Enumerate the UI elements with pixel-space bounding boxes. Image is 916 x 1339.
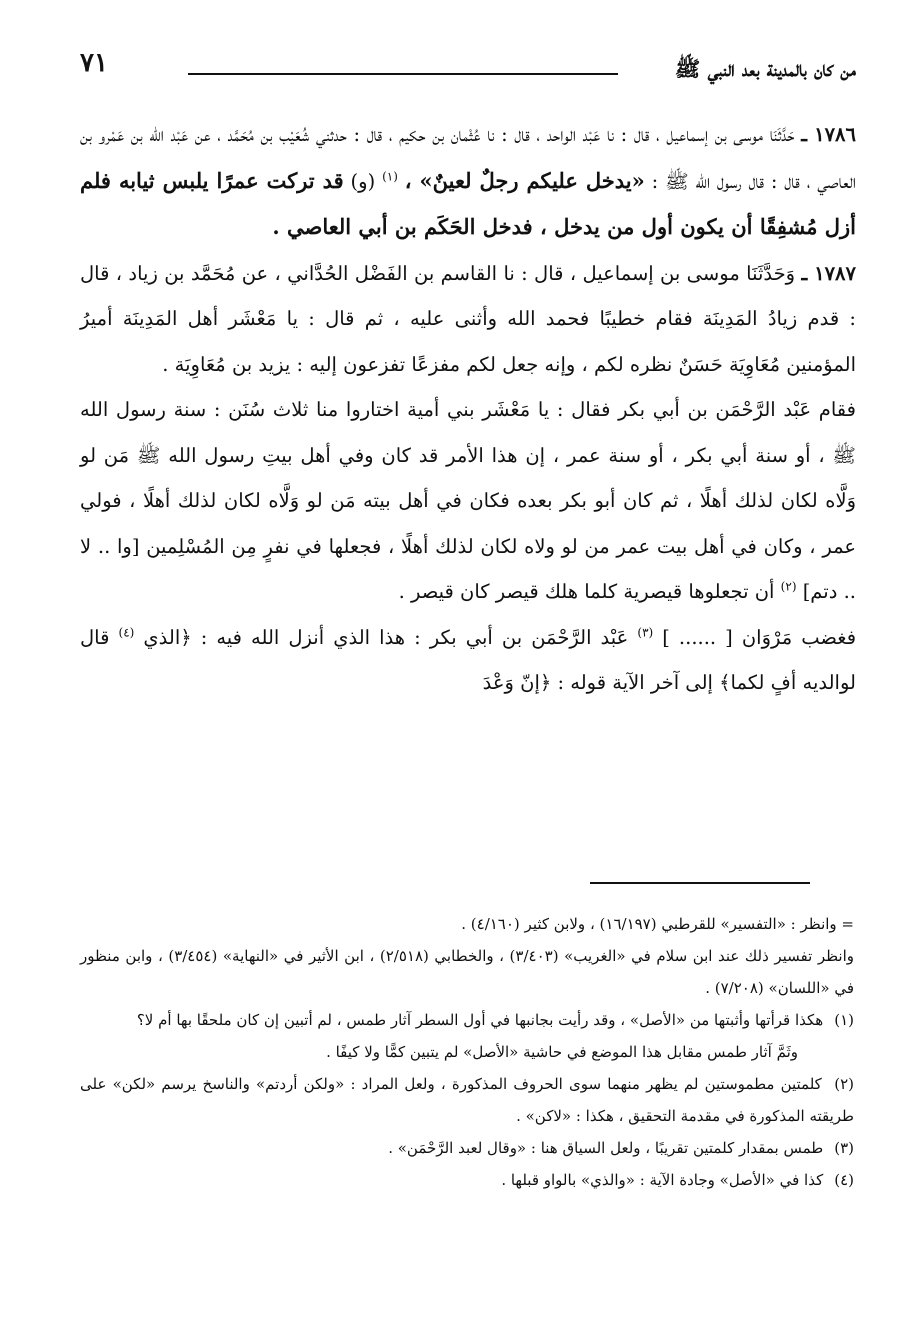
footnote-text: هكذا قرأتها وأثبتها من «الأصل» ، وقد رأيت بجانبها في أول السطر آثار طمس ، لم أتبين إن كان ملحقًا بها أم لا؟ <box>136 1011 824 1029</box>
main-text <box>80 112 856 706</box>
header-rule <box>188 73 618 75</box>
footnote-4 <box>80 1164 854 1196</box>
hadith-1787 <box>80 251 856 388</box>
footnote-text: طمس بمقدار كلمتين تقريبًا ، ولعل السياق هنا : «وقال لعبد الرَّحْمَن» . <box>388 1139 824 1157</box>
footnote-ref: (١) <box>382 169 398 183</box>
footnote-text: كذا في «الأصل» وجادة الآية : «والذي» بالواو قبلها . <box>501 1171 824 1189</box>
footnotes <box>80 908 854 1196</box>
page-number: ٧١ <box>80 48 108 78</box>
paragraph-text: عَبْد الرَّحْمَن بن أبي بكر : هذا الذي أنزل الله فيه : ﴿الذي <box>143 625 629 649</box>
footnote-separator <box>590 882 810 884</box>
page-header <box>80 42 856 92</box>
paragraph-text: فقام عَبْد الرَّحْمَن بن أبي بكر فقال : يا مَعْشَر بني أمية اختاروا منا ثلاث سُنَن : سنة رسول الله ﷺ ، أو سنة أبي بكر ، أو سنة عمر ، إن هذا الأمر قد كان وفي أهل بيتِ رسول الله ﷺ مَن لو وَلَّاه لكان لذلك أهلًا ، ثم كان أبو بكر بعده فكان في أهل بيته مَن لو وَلَّاه لكان لذلك أهلًا ، فولي عمر ، وكان في أهل بيت عمر من لو ولاه لكان لذلك أهلًا ، فجعلها في نفرٍ مِن المُسْلِمين [وا .. لا .. دتم] <box>80 398 856 603</box>
hadith-number: ١٧٨٧ ـ <box>801 261 856 285</box>
running-title: من كان بالمدينة بعد النبي ﷺ <box>674 56 856 81</box>
paragraph <box>80 387 856 615</box>
hadith-text: وَحَدَّثَنَا موسى بن إسماعيل ، قال : نا القاسم بن الفَضْل الحُدَّاني ، عن مُحَمَّد بن زياد ، قال : قدم زيادُ المَدِينَة فقام خطيبًا فحمد الله وأثنى عليه ، ثم قال : يا مَعْشَر أهل المَدِينَة أميرُ المؤمنين مُعَاوِيَة حَسَنٌ نظره لكم ، وإنه جعل لكم مفزعًا تفزعون إليه : يزيد بن مُعَاوِيَة . <box>80 261 856 376</box>
paragraph <box>80 615 856 706</box>
footnote-1 <box>80 1004 854 1036</box>
footnote-ref: (٣) <box>637 625 654 639</box>
footnote-continuation: = وانظر : «التفسير» للقرطبي (١٦/١٩٧) ، ولابن كثير (٤/١٦٠) . <box>461 915 854 933</box>
footnote-2 <box>80 1068 854 1132</box>
footnote-ref: (٤) <box>118 625 135 639</box>
footnote-text: كلمتين مطموستين لم يظهر منهما سوى الحروف المذكورة ، ولعل المراد : «ولكن أردتم» والناسخ يرسم «لكن» على طريقته المذكورة في مقدمة التحقيق ، هكذا : «لاكن» . <box>80 1075 854 1125</box>
hadith-text: حَدَّثَنَا موسى بن إسماعيل ، قال : نا عَبْد الواحد ، قال : نا عُثْمان بن حكيم ، قال : حدثني شُعَيْب بن مُحَمَّد ، عن عَبْد الله بن عَمْرو بن العاصي ، قال : قال رسول الله ﷺ : <box>80 123 856 193</box>
hadith-number: ١٧٨٦ ـ <box>801 123 856 146</box>
footnote-number: (٣) <box>834 1139 854 1157</box>
hadith-text-bold: قد تركت عمرًا يلبس ثيابه فلم أزل مُشفِقًا أن يكون أول من يدخل ، فدخل الحَكَم بن أبي العاصي . <box>80 167 856 239</box>
paragraph-text: فغضب مَرْوَان [ ...... ] <box>662 625 857 649</box>
footnote-3 <box>80 1132 854 1164</box>
hadith-1786 <box>80 112 856 251</box>
footnote-continuation: وانظر تفسير ذلك عند ابن سلام في «الغريب» (٣/٤٠٣) ، والخطابي (٢/٥١٨) ، ابن الأثير في «النهاية» (٣/٤٥٤) ، وابن منظور في «اللسان» (٧/٢٠٨) . <box>80 947 854 997</box>
hadith-quote: «يدخل عليكم رجلٌ لعينٌ» ، <box>404 167 645 193</box>
footnote-1-continued: وثَمَّ آثار طمس مقابل هذا الموضع في حاشية «الأصل» لم يتبين كمًّا ولا كيفًا . <box>326 1043 798 1061</box>
footnote-number: (٢) <box>834 1075 854 1093</box>
footnote-number: (١) <box>834 1011 854 1029</box>
paragraph-text: قال لوالديه أفٍ لكما﴾ إلى آخر الآية قوله : ﴿إنّ وَعْدَ <box>80 625 856 694</box>
footnote-ref: (٢) <box>780 579 797 594</box>
paragraph-text: أن تجعلوها قيصرية كلما هلك قيصر كان قيصر . <box>398 580 775 603</box>
hadith-text: (و) <box>350 169 376 193</box>
footnote-number: (٤) <box>834 1171 854 1189</box>
